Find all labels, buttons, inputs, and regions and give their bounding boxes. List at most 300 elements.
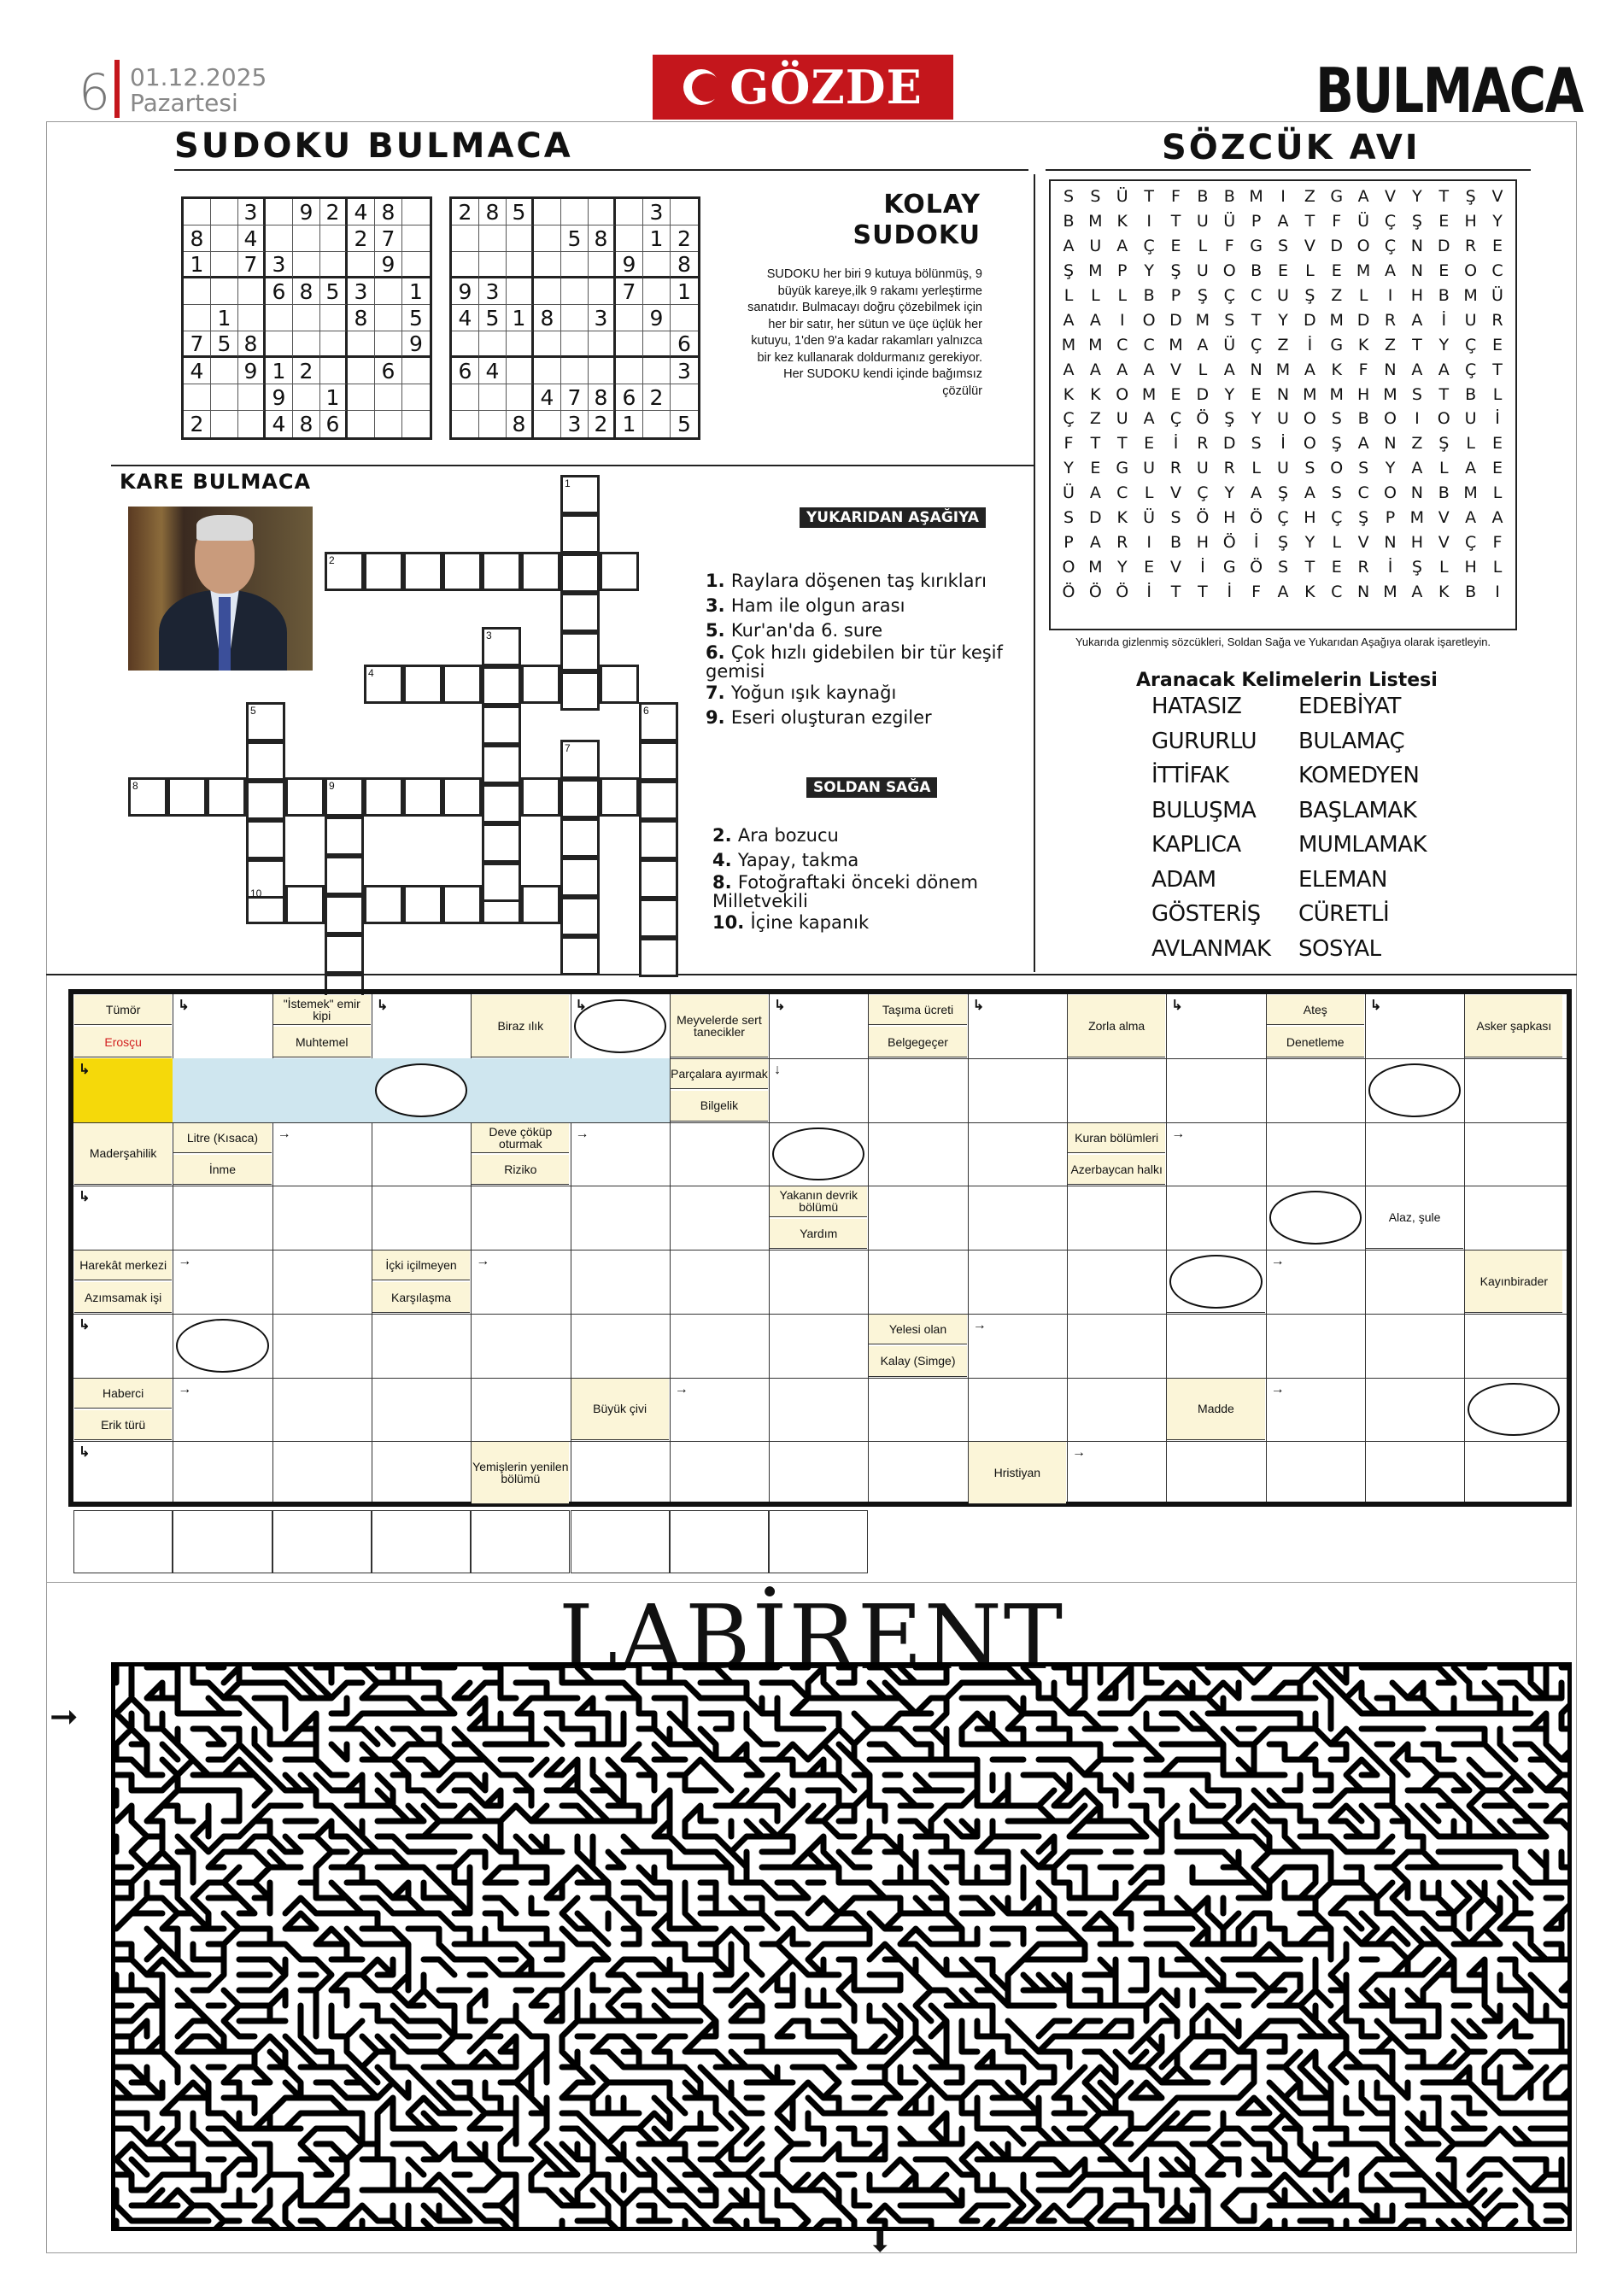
crossword-cell[interactable] xyxy=(639,899,678,938)
sudoku-cell[interactable] xyxy=(266,199,293,226)
sudoku-cell[interactable]: 4 xyxy=(479,358,507,384)
sudoku-cell[interactable]: 4 xyxy=(238,226,266,252)
word-search-letter[interactable]: R xyxy=(1116,532,1128,552)
sudoku-cell[interactable] xyxy=(266,305,293,331)
word-search-letter[interactable]: A xyxy=(1277,212,1289,231)
sudoku-cell[interactable]: 1 xyxy=(507,305,534,331)
word-search-letter[interactable]: E xyxy=(1090,459,1101,478)
word-search-letter[interactable]: K xyxy=(1357,335,1369,354)
sudoku-cell[interactable] xyxy=(589,278,616,305)
word-search-letter[interactable]: Ç xyxy=(1384,237,1397,256)
word-search-letter[interactable]: A xyxy=(1116,360,1128,379)
sudoku-cell[interactable] xyxy=(375,411,402,437)
word-search-letter[interactable]: A xyxy=(1063,237,1075,256)
word-search-letter[interactable]: Y xyxy=(1412,187,1422,207)
crossword-cell[interactable] xyxy=(560,897,600,936)
word-search-letter[interactable]: R xyxy=(1223,459,1235,478)
word-search-letter[interactable]: A xyxy=(1116,237,1128,256)
word-search-letter[interactable]: A xyxy=(1277,582,1289,601)
crossword-cell[interactable] xyxy=(442,552,482,591)
word-search-letter[interactable]: Ş xyxy=(1358,508,1369,528)
word-search-letter[interactable]: V xyxy=(1357,532,1369,552)
word-search-letter[interactable]: Ş xyxy=(1465,187,1476,207)
word-search-letter[interactable]: Y xyxy=(1224,384,1235,404)
word-search-letter[interactable]: D xyxy=(1356,310,1370,330)
crossword-cell[interactable] xyxy=(560,858,600,897)
word-search-letter[interactable]: Z xyxy=(1384,335,1397,354)
sudoku-cell[interactable] xyxy=(320,358,348,384)
word-search-letter[interactable]: A xyxy=(1411,582,1423,601)
word-search-letter[interactable]: I xyxy=(1495,582,1500,601)
word-search-letter[interactable]: M xyxy=(1169,335,1183,354)
word-search-letter[interactable]: S xyxy=(1411,384,1422,404)
word-search-letter[interactable]: V xyxy=(1170,557,1181,577)
word-search-letter[interactable]: Ş xyxy=(1170,261,1181,281)
sudoku-cell[interactable]: 5 xyxy=(211,331,238,358)
sudoku-cell[interactable]: 7 xyxy=(375,226,402,252)
sudoku-cell[interactable] xyxy=(184,384,211,411)
sudoku-cell[interactable]: 1 xyxy=(320,384,348,411)
word-search-letter[interactable]: C xyxy=(1116,483,1128,503)
word-search-letter[interactable]: U xyxy=(1277,459,1289,478)
word-search-letter[interactable]: Y xyxy=(1251,409,1262,429)
sudoku-cell[interactable] xyxy=(266,226,293,252)
answer-cell[interactable] xyxy=(272,1510,372,1573)
crossword-cell[interactable] xyxy=(560,936,600,975)
word-search-letter[interactable]: U xyxy=(1277,409,1289,429)
word-search-letter[interactable]: Y xyxy=(1492,212,1503,231)
sudoku-cell[interactable]: 4 xyxy=(266,411,293,437)
word-search-letter[interactable]: Z xyxy=(1411,434,1423,454)
answer-cell[interactable] xyxy=(73,1510,173,1573)
word-search-letter[interactable]: A xyxy=(1438,360,1450,379)
sudoku-cell[interactable] xyxy=(184,199,211,226)
crossword-cell[interactable] xyxy=(207,777,246,817)
word-search-letter[interactable]: N xyxy=(1410,261,1423,281)
word-search-letter[interactable]: A xyxy=(1251,483,1263,503)
word-search-letter[interactable]: F xyxy=(1224,237,1234,256)
crossword-cell[interactable] xyxy=(560,632,600,671)
word-search-letter[interactable]: F xyxy=(1251,582,1262,601)
sudoku-cell[interactable] xyxy=(671,384,698,411)
word-search-letter[interactable]: L xyxy=(1144,483,1154,503)
sudoku-cell[interactable] xyxy=(211,226,238,252)
sudoku-cell[interactable] xyxy=(293,226,320,252)
sudoku-cell[interactable] xyxy=(402,411,430,437)
sudoku-cell[interactable] xyxy=(211,411,238,437)
sudoku-cell[interactable] xyxy=(643,278,671,305)
word-search-letter[interactable]: S xyxy=(1063,187,1075,207)
word-search-letter[interactable]: Z xyxy=(1331,286,1343,305)
word-search-letter[interactable]: T xyxy=(1251,310,1262,330)
word-search-letter[interactable]: N xyxy=(1357,582,1370,601)
sudoku-cell[interactable] xyxy=(348,358,375,384)
word-search-letter[interactable]: İ xyxy=(1495,409,1500,429)
crossword-cell[interactable] xyxy=(639,859,678,899)
word-search-letter[interactable]: H xyxy=(1356,384,1370,404)
word-search-letter[interactable]: O xyxy=(1356,237,1370,256)
word-search-letter[interactable]: A xyxy=(1411,459,1423,478)
sudoku-cell[interactable]: 5 xyxy=(402,305,430,331)
crossword-cell[interactable] xyxy=(521,777,560,817)
word-search-letter[interactable]: F xyxy=(1492,532,1503,552)
sudoku-cell[interactable]: 7 xyxy=(616,278,643,305)
word-search-letter[interactable]: I xyxy=(1146,212,1151,231)
sudoku-cell[interactable] xyxy=(534,226,561,252)
crossword-cell[interactable] xyxy=(285,885,325,924)
sudoku-cell[interactable] xyxy=(452,331,479,358)
word-search-letter[interactable]: O xyxy=(1437,409,1450,429)
word-search-letter[interactable]: Ç xyxy=(1169,409,1182,429)
sudoku-cell[interactable] xyxy=(561,358,589,384)
crossword-cell[interactable] xyxy=(325,856,364,895)
word-search-letter[interactable]: M xyxy=(1383,582,1397,601)
sudoku-cell[interactable] xyxy=(671,305,698,331)
word-search-letter[interactable]: O xyxy=(1116,384,1129,404)
word-search-letter[interactable]: O xyxy=(1303,409,1316,429)
word-search-letter[interactable]: L xyxy=(1251,459,1261,478)
word-search-letter[interactable]: Ç xyxy=(1063,409,1075,429)
word-search-letter[interactable]: R xyxy=(1169,459,1182,478)
word-search-letter[interactable]: Ü xyxy=(1357,212,1370,231)
word-search-letter[interactable]: D xyxy=(1222,434,1236,454)
word-search-letter[interactable]: Ö xyxy=(1196,409,1210,429)
word-search-letter[interactable]: C xyxy=(1491,261,1503,281)
sudoku-cell[interactable] xyxy=(534,331,561,358)
word-search-letter[interactable]: A xyxy=(1304,360,1315,379)
word-search-letter[interactable]: K xyxy=(1063,384,1075,404)
crossword-cell[interactable] xyxy=(600,665,639,704)
sudoku-cell[interactable] xyxy=(616,199,643,226)
word-search-letter[interactable]: Ü xyxy=(1223,335,1236,354)
sudoku-cell[interactable]: 7 xyxy=(238,252,266,278)
sudoku-cell[interactable] xyxy=(184,278,211,305)
sudoku-cell[interactable] xyxy=(402,252,430,278)
crossword-cell[interactable] xyxy=(482,666,521,706)
word-search-letter[interactable]: U xyxy=(1196,212,1209,231)
sudoku-cell[interactable] xyxy=(238,411,266,437)
sudoku-cell[interactable]: 8 xyxy=(293,411,320,437)
word-search-letter[interactable]: İ xyxy=(1280,434,1286,454)
word-search-letter[interactable]: R xyxy=(1465,237,1477,256)
sudoku-cell[interactable] xyxy=(348,384,375,411)
word-search-letter[interactable]: Ç xyxy=(1250,335,1263,354)
sudoku-cell[interactable] xyxy=(479,226,507,252)
crossword-cell[interactable] xyxy=(403,885,442,924)
sudoku-cell[interactable]: 2 xyxy=(320,199,348,226)
word-search-letter[interactable]: U xyxy=(1464,409,1477,429)
word-search-letter[interactable]: B xyxy=(1438,286,1450,305)
sudoku-cell[interactable]: 5 xyxy=(507,199,534,226)
word-search-letter[interactable]: S xyxy=(1331,409,1342,429)
word-search-letter[interactable]: T xyxy=(1438,384,1450,404)
sudoku-cell[interactable] xyxy=(293,252,320,278)
sudoku-cell[interactable] xyxy=(452,411,479,437)
word-search-letter[interactable]: Ş xyxy=(1331,434,1342,454)
word-search-letter[interactable]: M xyxy=(1329,384,1344,404)
sudoku-cell[interactable] xyxy=(561,331,589,358)
word-search-letter[interactable]: N xyxy=(1384,360,1397,379)
sudoku-cell[interactable] xyxy=(402,199,430,226)
sudoku-cell[interactable] xyxy=(211,199,238,226)
sudoku-cell[interactable] xyxy=(479,384,507,411)
sudoku-cell[interactable] xyxy=(375,305,402,331)
sudoku-cell[interactable]: 1 xyxy=(266,358,293,384)
sudoku-cell[interactable]: 1 xyxy=(184,252,211,278)
word-search-letter[interactable]: L xyxy=(1358,286,1368,305)
word-search-letter[interactable]: U xyxy=(1464,310,1477,330)
crossword-cell[interactable] xyxy=(442,885,482,924)
word-search-letter[interactable]: E xyxy=(1331,557,1342,577)
sudoku-cell[interactable]: 7 xyxy=(184,331,211,358)
word-search-letter[interactable]: Ş xyxy=(1063,261,1075,281)
word-search-letter[interactable]: S xyxy=(1063,508,1075,528)
word-search-letter[interactable]: M xyxy=(1061,335,1076,354)
sudoku-cell[interactable]: 3 xyxy=(643,199,671,226)
sudoku-cell[interactable]: 8 xyxy=(348,305,375,331)
word-search-letter[interactable]: P xyxy=(1251,212,1262,231)
sudoku-cell[interactable] xyxy=(589,358,616,384)
word-search-letter[interactable]: Ü xyxy=(1116,187,1128,207)
sudoku-cell[interactable]: 5 xyxy=(677,412,691,436)
sudoku-cell[interactable] xyxy=(402,384,430,411)
word-search-letter[interactable]: Ö xyxy=(1116,582,1129,601)
word-search-letter[interactable]: O xyxy=(1464,261,1478,281)
sudoku-cell[interactable] xyxy=(589,331,616,358)
word-search-letter[interactable]: V xyxy=(1438,508,1450,528)
word-search-letter[interactable]: O xyxy=(1222,261,1236,281)
sudoku-cell[interactable] xyxy=(507,331,534,358)
answer-cell[interactable] xyxy=(372,1510,471,1573)
word-search-letter[interactable]: Z xyxy=(1277,335,1289,354)
word-search-letter[interactable]: E xyxy=(1144,434,1155,454)
crossword-cell[interactable] xyxy=(482,706,521,745)
sudoku-cell[interactable]: 2 xyxy=(589,411,616,437)
word-search-letter[interactable]: P xyxy=(1170,286,1181,305)
word-search-letter[interactable]: B xyxy=(1197,187,1209,207)
sudoku-cell[interactable]: 8 xyxy=(479,199,507,226)
word-search-letter[interactable]: T xyxy=(1304,212,1315,231)
word-search-letter[interactable]: A xyxy=(1197,335,1209,354)
sudoku-cell[interactable] xyxy=(589,252,616,278)
word-search-letter[interactable]: Ş xyxy=(1224,409,1235,429)
sudoku-cell[interactable]: 1 xyxy=(643,226,671,252)
word-search-letter[interactable]: T xyxy=(1492,360,1503,379)
sudoku-cell[interactable]: 8 xyxy=(507,411,534,437)
word-search-letter[interactable]: A xyxy=(1411,310,1423,330)
word-search-letter[interactable]: Y xyxy=(1063,459,1074,478)
crossword-cell[interactable] xyxy=(285,777,325,817)
sudoku-cell[interactable]: 4 xyxy=(534,384,561,411)
word-search-letter[interactable]: Y xyxy=(1224,483,1235,503)
word-search-letter[interactable]: F xyxy=(1171,187,1181,207)
word-search-letter[interactable]: T xyxy=(1090,434,1101,454)
word-search-letter[interactable]: B xyxy=(1465,384,1477,404)
key-letter-circle[interactable] xyxy=(176,1319,268,1373)
word-search-letter[interactable]: S xyxy=(1090,187,1101,207)
crossword-cell[interactable] xyxy=(560,514,600,554)
word-search-letter[interactable]: L xyxy=(1305,261,1315,281)
sudoku-cell[interactable]: 2 xyxy=(643,384,671,411)
sudoku-cell[interactable] xyxy=(211,278,238,305)
word-search-letter[interactable]: Ü xyxy=(1491,286,1503,305)
word-search-letter[interactable]: Ç xyxy=(1464,532,1477,552)
word-search-letter[interactable]: Ş xyxy=(1411,557,1422,577)
word-search-letter[interactable]: G xyxy=(1330,187,1344,207)
word-search-letter[interactable]: Ö xyxy=(1196,508,1210,528)
word-search-letter[interactable]: K xyxy=(1116,212,1128,231)
answer-cell[interactable] xyxy=(769,1510,868,1573)
word-search-letter[interactable]: G xyxy=(1330,335,1344,354)
word-search-letter[interactable]: O xyxy=(1303,434,1316,454)
word-search-letter[interactable]: K xyxy=(1304,582,1315,601)
word-search-letter[interactable]: E xyxy=(1438,212,1450,231)
word-search-letter[interactable]: Y xyxy=(1304,532,1315,552)
crossword-cell[interactable] xyxy=(482,823,521,863)
word-search-letter[interactable]: R xyxy=(1384,310,1397,330)
word-search-letter[interactable]: L xyxy=(1117,286,1128,305)
crossword-cell[interactable] xyxy=(560,554,600,593)
sudoku-cell[interactable]: 7 xyxy=(561,384,589,411)
answer-cell[interactable] xyxy=(471,1510,570,1573)
word-search-letter[interactable]: T xyxy=(1198,582,1208,601)
word-search-letter[interactable]: B xyxy=(1063,212,1075,231)
sudoku-cell[interactable] xyxy=(616,305,643,331)
sudoku-cell[interactable] xyxy=(507,358,534,384)
word-search-letter[interactable]: N xyxy=(1276,384,1290,404)
word-search-letter[interactable]: N xyxy=(1384,532,1397,552)
word-search-letter[interactable]: T xyxy=(1412,335,1422,354)
word-search-letter[interactable]: H xyxy=(1464,557,1477,577)
word-search-letter[interactable]: T xyxy=(1438,187,1450,207)
word-search-letter[interactable]: U xyxy=(1277,286,1289,305)
sudoku-cell[interactable] xyxy=(293,305,320,331)
sudoku-cell[interactable]: 6 xyxy=(671,331,698,358)
sudoku-cell[interactable] xyxy=(348,331,375,358)
word-search-letter[interactable]: E xyxy=(1491,237,1503,256)
sudoku-cell[interactable]: 5 xyxy=(561,226,589,252)
sudoku-cell[interactable] xyxy=(238,305,266,331)
word-search-letter[interactable]: A xyxy=(1465,459,1477,478)
word-search-letter[interactable]: I xyxy=(1280,187,1286,207)
sudoku-cell[interactable]: 3 xyxy=(561,411,589,437)
word-search-letter[interactable]: K xyxy=(1438,582,1450,601)
sudoku-cell[interactable] xyxy=(211,252,238,278)
crossword-cell[interactable] xyxy=(639,741,678,781)
key-letter-circle[interactable] xyxy=(1269,1191,1362,1245)
sudoku-cell[interactable] xyxy=(320,331,348,358)
word-search-letter[interactable]: E xyxy=(1144,557,1155,577)
crossword-cell[interactable] xyxy=(442,777,482,817)
word-search-letter[interactable]: G xyxy=(1222,557,1236,577)
word-search-letter[interactable]: U xyxy=(1196,459,1209,478)
word-search-letter[interactable]: Ö xyxy=(1222,532,1236,552)
sudoku-cell[interactable] xyxy=(452,252,479,278)
crossword-cell[interactable] xyxy=(560,593,600,632)
crossword-cell[interactable] xyxy=(560,818,600,858)
word-search-letter[interactable]: T xyxy=(1304,557,1315,577)
word-search-letter[interactable]: V xyxy=(1170,483,1181,503)
sudoku-cell[interactable] xyxy=(320,252,348,278)
crossword-cell[interactable] xyxy=(600,552,639,591)
sudoku-cell[interactable]: 3 xyxy=(266,252,293,278)
word-search-letter[interactable]: H xyxy=(1196,532,1210,552)
word-search-letter[interactable]: E xyxy=(1438,261,1450,281)
sudoku-cell[interactable] xyxy=(402,358,430,384)
sudoku-cell[interactable]: 8 xyxy=(293,278,320,305)
sudoku-cell[interactable]: 2 xyxy=(184,411,211,437)
sudoku-cell[interactable]: 8 xyxy=(589,384,616,411)
word-search-letter[interactable]: O xyxy=(1062,557,1075,577)
sudoku-cell[interactable]: 9 xyxy=(643,305,671,331)
word-search-letter[interactable]: I xyxy=(1119,310,1125,330)
word-search-letter[interactable]: Ç xyxy=(1331,508,1343,528)
crossword-cell[interactable] xyxy=(325,895,364,934)
sudoku-cell[interactable] xyxy=(589,199,616,226)
word-search-letter[interactable]: L xyxy=(1091,286,1100,305)
sudoku-cell[interactable]: 8 xyxy=(184,226,211,252)
word-search-letter[interactable]: A xyxy=(1143,360,1155,379)
word-search-letter[interactable]: V xyxy=(1170,360,1181,379)
word-search-letter[interactable]: S xyxy=(1331,483,1342,503)
crossword-cell[interactable] xyxy=(482,863,521,902)
crossword-cell[interactable] xyxy=(639,938,678,977)
word-search-letter[interactable]: E xyxy=(1491,434,1503,454)
word-search-letter[interactable]: L xyxy=(1063,286,1074,305)
word-search-letter[interactable]: B xyxy=(1223,187,1235,207)
sudoku-cell[interactable]: 6 xyxy=(616,384,643,411)
word-search-letter[interactable]: D xyxy=(1196,384,1210,404)
sudoku-cell[interactable]: 9 xyxy=(375,252,402,278)
sudoku-cell[interactable] xyxy=(184,305,211,331)
word-search-letter[interactable]: S xyxy=(1358,459,1369,478)
sudoku-cell[interactable] xyxy=(238,384,266,411)
word-search-letter[interactable]: L xyxy=(1198,360,1208,379)
word-search-letter[interactable]: A xyxy=(1223,360,1235,379)
sudoku-cell[interactable]: 2 xyxy=(452,199,479,226)
word-search-letter[interactable]: D xyxy=(1169,310,1182,330)
word-search-letter[interactable]: A xyxy=(1143,409,1155,429)
crossword-cell[interactable] xyxy=(482,784,521,823)
sudoku-cell[interactable]: 8 xyxy=(375,199,402,226)
word-search-letter[interactable]: M xyxy=(1249,187,1263,207)
sudoku-cell[interactable]: 3 xyxy=(238,199,266,226)
word-search-letter[interactable]: E xyxy=(1170,384,1181,404)
word-search-letter[interactable]: M xyxy=(1088,557,1103,577)
sudoku-cell[interactable]: 6 xyxy=(320,411,348,437)
word-search-letter[interactable]: F xyxy=(1063,434,1074,454)
sudoku-cell[interactable]: 5 xyxy=(479,305,507,331)
word-search-letter[interactable]: S xyxy=(1224,310,1235,330)
crossword-cell[interactable] xyxy=(364,552,403,591)
word-search-letter[interactable]: K xyxy=(1331,360,1342,379)
word-search-letter[interactable]: N xyxy=(1410,483,1423,503)
word-search-letter[interactable]: İ xyxy=(1253,532,1259,552)
word-search-letter[interactable]: L xyxy=(1198,237,1208,256)
word-search-letter[interactable]: Ç xyxy=(1223,286,1235,305)
word-search-letter[interactable]: İ xyxy=(1173,434,1179,454)
word-search-letter[interactable]: E xyxy=(1277,261,1288,281)
word-search-letter[interactable]: Ü xyxy=(1063,483,1075,503)
word-search-letter[interactable]: M xyxy=(1356,261,1371,281)
sudoku-cell[interactable] xyxy=(507,226,534,252)
word-search-letter[interactable]: G xyxy=(1250,237,1263,256)
crossword-cell[interactable] xyxy=(442,665,482,704)
word-search-letter[interactable]: M xyxy=(1463,286,1478,305)
crossword-cell[interactable] xyxy=(560,671,600,711)
crossword-cell[interactable] xyxy=(403,552,442,591)
sudoku-cell[interactable] xyxy=(348,252,375,278)
